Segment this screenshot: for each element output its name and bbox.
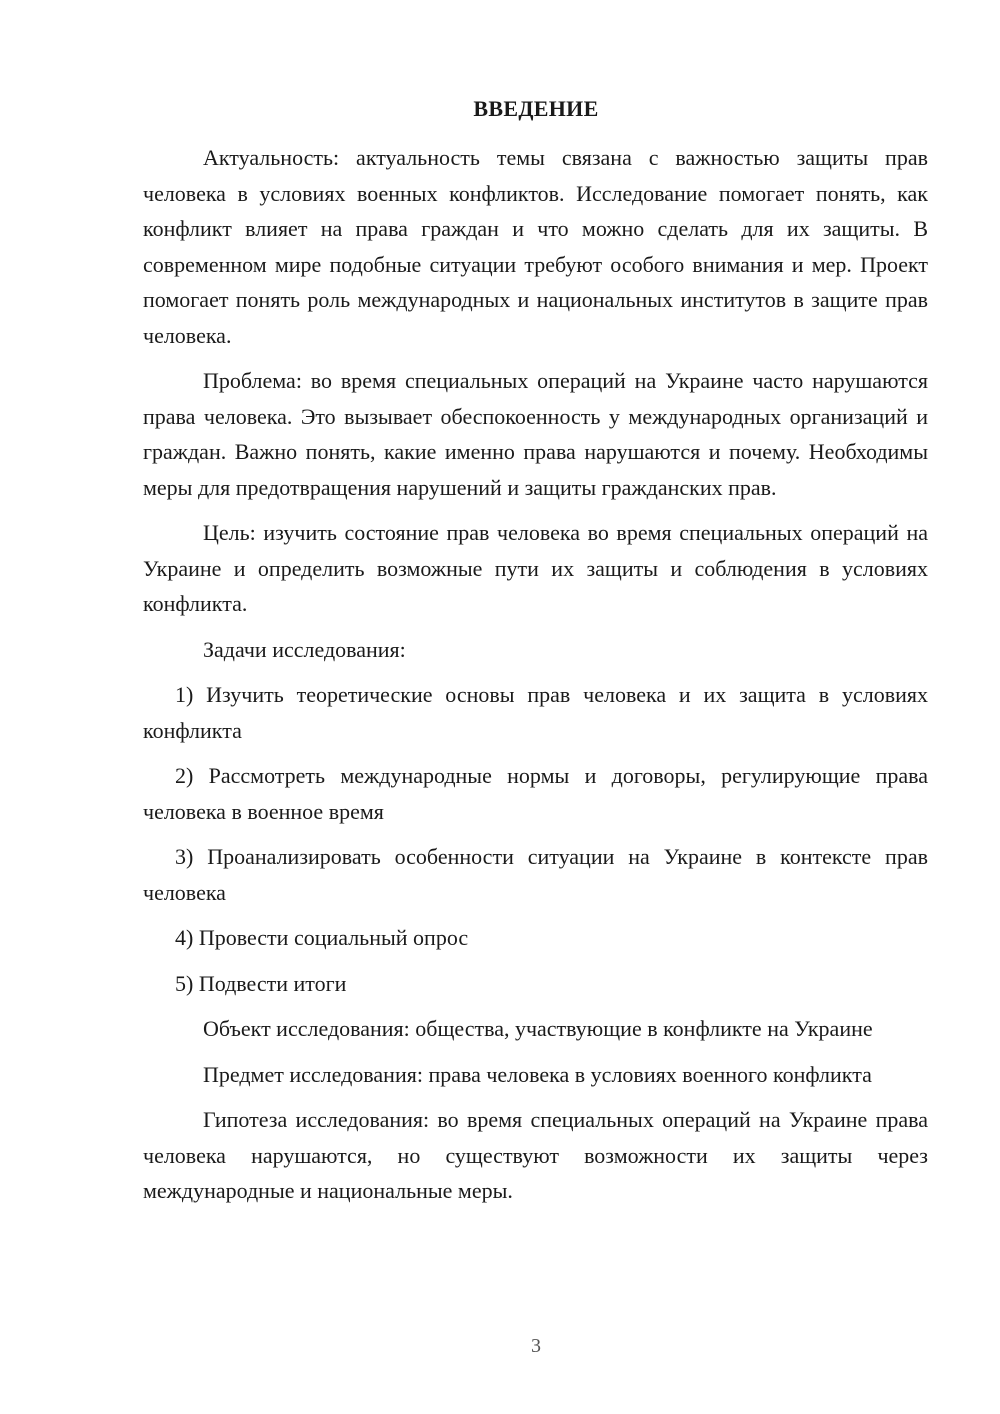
tasks-title: Задачи исследования: xyxy=(203,636,406,662)
page-number: 3 xyxy=(531,1335,541,1357)
paragraph-object: Объект исследования: общества, участвующие в конфликте на Украине xyxy=(203,1016,873,1041)
paragraph-hypothesis: Гипотеза исследования: во время специальных операций на Украине права человека нарушаются, но существуют возможности их защиты через международные и национальные меры. xyxy=(143,1107,928,1203)
task-item-2: 2) Рассмотреть международные нормы и договоры, регулирующие права человека в военное время xyxy=(143,763,928,824)
paragraph-relevance: Актуальность: актуальность темы связана с важностью защиты прав человека в условиях военных конфликтов. Исследование помогает понять, как конфликт влияет на права граждан и что можно сделать для их защиты. В современном мире подобные ситуации требуют особого внимания и мер. Проект помогает понять роль международных и национальных институтов в защите прав человека. xyxy=(143,145,928,348)
paragraph-problem: Проблема: во время специальных операций на Украине часто нарушаются права человека. Это вызывает обеспокоенность у международных организаций и граждан. Важно понять, какие именно права нарушаются и почему. Необходимы меры для предотвращения нарушений и защиты гражданских прав. xyxy=(143,368,928,500)
document-body xyxy=(143,140,928,1219)
task-item-1: 1) Изучить теоретические основы прав человека и их защита в условиях конфликта xyxy=(143,682,928,743)
paragraph-subject: Предмет исследования: права человека в условиях военного конфликта xyxy=(203,1061,872,1087)
task-item-5: 5) Подвести итоги xyxy=(175,970,347,996)
paragraph-goal: Цель: изучить состояние прав человека во время специальных операций на Украине и определить возможные пути их защиты и соблюдения в условиях конфликта. xyxy=(143,520,928,616)
page-title: ВВЕДЕНИЕ xyxy=(473,96,599,121)
task-item-3: 3) Проанализировать особенности ситуации на Украине в контексте прав человека xyxy=(143,844,928,905)
task-item-4: 4) Провести социальный опрос xyxy=(175,925,469,950)
